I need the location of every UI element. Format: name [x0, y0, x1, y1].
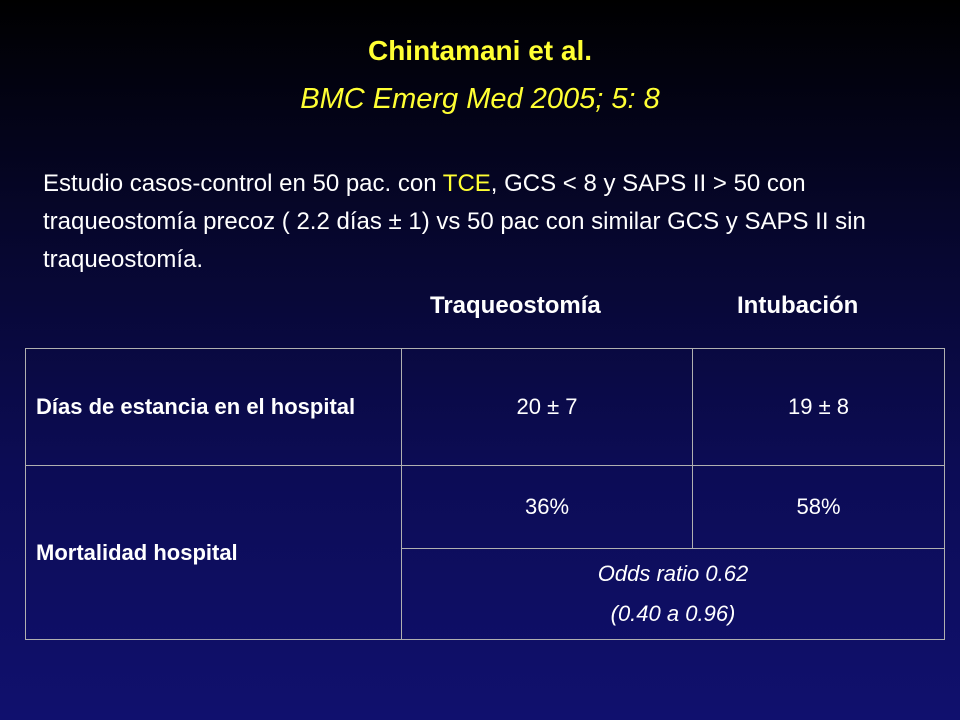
intro-text-2: , GCS < 8 y SAPS II > 50 con traqueostomía precoz ( 2.2 días ± 1) vs 50 pac con similar GCS y SAPS II sin traqueostomía.: [43, 170, 866, 273]
results-table: [25, 348, 945, 640]
citation: BMC Emerg Med 2005; 5: 8: [300, 83, 660, 115]
cell-estancia-traqueostomia: 20 ± 7: [402, 349, 693, 466]
intro-highlight-tce: TCE: [442, 170, 491, 197]
cell-mortalidad-traqueostomia: 36%: [402, 466, 693, 549]
column-header-intubacion: Intubación: [737, 292, 859, 319]
cell-mortalidad-intubacion: 58%: [693, 466, 945, 549]
odds-ratio-value: Odds ratio 0.62: [597, 561, 749, 586]
row-label-estancia: Días de estancia en el hospital: [26, 349, 402, 466]
slide-title: Chintamani et al.: [367, 35, 593, 66]
column-header-traqueostomia: Traqueostomía: [430, 292, 601, 319]
cell-estancia-intubacion: 19 ± 8: [693, 349, 945, 466]
odds-ratio-interval: (0.40 a 0.96): [610, 601, 736, 626]
row-label-mortalidad: Mortalidad hospital: [26, 466, 402, 640]
table-row-estancia: [26, 349, 945, 466]
table-row-mortalidad: [26, 466, 945, 549]
intro-text-1: Estudio casos-control en 50 pac. con: [43, 170, 443, 197]
odds-ratio-cell: [402, 549, 945, 640]
study-description: [43, 165, 943, 279]
